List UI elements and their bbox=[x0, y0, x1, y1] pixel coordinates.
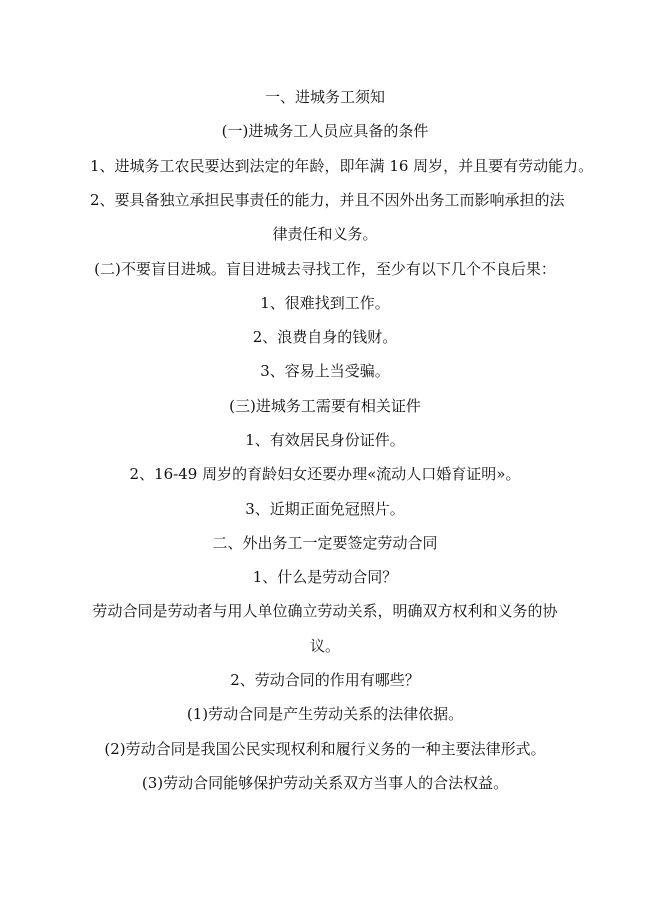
list-item: 1、很难找到工作。 bbox=[260, 294, 390, 312]
list-item: 3、近期正面免冠照片。 bbox=[245, 500, 405, 518]
paragraph-line: 2、要具备独立承担民事责任的能力，并且不因外出务工而影响承担的法 bbox=[90, 191, 565, 209]
paragraph-line: 劳动合同是劳动者与用人单位确立劳动关系，明确双方权利和义务的协 bbox=[92, 602, 558, 620]
section-heading-2: 二、外出务工一定要签定劳动合同 bbox=[212, 534, 438, 552]
paragraph-line: 律责任和义务。 bbox=[272, 225, 378, 243]
subsection-heading-2: (二)不要盲目进城。盲目进城去寻找工作，至少有以下几个不良后果： bbox=[94, 260, 556, 278]
list-item: 3、容易上当受骗。 bbox=[260, 362, 390, 380]
question-heading: 1、什么是劳动合同？ bbox=[252, 568, 398, 586]
list-item: (1)劳动合同是产生劳动关系的法律依据。 bbox=[186, 705, 464, 723]
list-item: (3)劳动合同能够保护劳动关系双方当事人的合法权益。 bbox=[141, 774, 509, 792]
paragraph-line: 议。 bbox=[309, 637, 340, 655]
list-item: 1、有效居民身份证件。 bbox=[245, 431, 405, 449]
subsection-heading-3: (三)进城务工需要有相关证件 bbox=[229, 397, 421, 415]
list-item: 2、16-49 周岁的育龄妇女还要办理«流动人口婚育证明»。 bbox=[129, 465, 521, 483]
list-item: 2、浪费自身的钱财。 bbox=[252, 328, 398, 346]
list-item: (2)劳动合同是我国公民实现权利和履行义务的一种主要法律形式。 bbox=[104, 740, 546, 758]
question-heading: 2、劳动合同的作用有哪些？ bbox=[230, 671, 420, 689]
subsection-heading-1: (一)进城务工人员应具备的条件 bbox=[221, 122, 429, 140]
paragraph-line: 1、进城务工农民要达到法定的年龄，即年满 16 周岁，并且要有劳动能力。 bbox=[90, 157, 594, 175]
section-heading-1: 一、进城务工须知 bbox=[264, 88, 385, 106]
